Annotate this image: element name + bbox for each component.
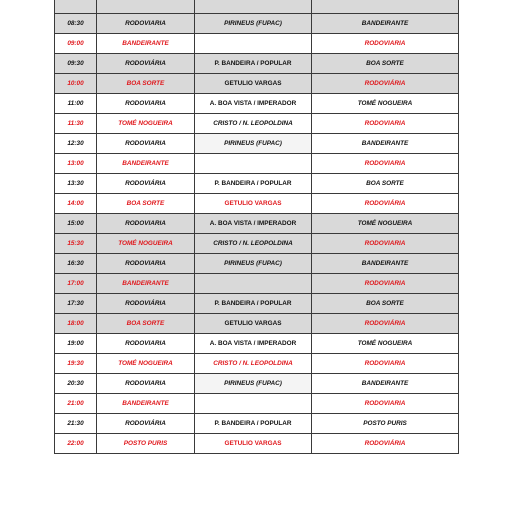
destination-cell: BOA SORTE xyxy=(312,174,459,194)
time-cell xyxy=(55,0,97,14)
origin-cell: RODOVIÁRIA xyxy=(97,54,195,74)
origin-cell: BANDEIRANTE xyxy=(97,394,195,414)
origin-cell: RODOVIARIA xyxy=(97,14,195,34)
route-cell: CRISTO / N. LEOPOLDINA xyxy=(195,354,312,374)
route-cell: PIRINEUS (FUPAC) xyxy=(195,134,312,154)
table-row xyxy=(55,174,459,194)
route-cell: P. BANDEIRA / POPULAR xyxy=(195,414,312,434)
time-cell: 19:00 xyxy=(55,334,97,354)
time-cell: 14:00 xyxy=(55,194,97,214)
origin-cell: TOMÉ NOGUEIRA xyxy=(97,234,195,254)
table-row xyxy=(55,254,459,274)
bus-schedule-table xyxy=(54,0,459,454)
table-row xyxy=(55,214,459,234)
destination-cell: RODOVIÁRIA xyxy=(312,434,459,454)
table-row xyxy=(55,114,459,134)
route-cell: GETULIO VARGAS xyxy=(195,194,312,214)
route-cell: CRISTO / N. LEOPOLDINA xyxy=(195,234,312,254)
destination-cell: BOA SORTE xyxy=(312,294,459,314)
table-row xyxy=(55,414,459,434)
route-cell xyxy=(195,154,312,174)
destination-cell: RODOVIÁRIA xyxy=(312,74,459,94)
origin-cell: POSTO PURIS xyxy=(97,434,195,454)
origin-cell: BANDEIRANTE xyxy=(97,274,195,294)
destination-cell: RODOVIARIA xyxy=(312,154,459,174)
route-cell: PIRINEUS (FUPAC) xyxy=(195,374,312,394)
origin-cell: BANDEIRANTE xyxy=(97,154,195,174)
destination-cell: POSTO PURIS xyxy=(312,414,459,434)
destination-cell: RODOVIARIA xyxy=(312,114,459,134)
origin-cell: RODOVIARIA xyxy=(97,254,195,274)
destination-cell: BANDEIRANTE xyxy=(312,134,459,154)
destination-cell: BANDEIRANTE xyxy=(312,14,459,34)
table-row xyxy=(55,134,459,154)
time-cell: 11:00 xyxy=(55,94,97,114)
origin-cell: RODOVIARIA xyxy=(97,214,195,234)
origin-cell: BOA SORTE xyxy=(97,314,195,334)
destination-cell: TOMÉ NOGUEIRA xyxy=(312,334,459,354)
origin-cell: BANDEIRANTE xyxy=(97,34,195,54)
destination-cell: BANDEIRANTE xyxy=(312,374,459,394)
time-cell: 17:30 xyxy=(55,294,97,314)
time-cell: 20:30 xyxy=(55,374,97,394)
time-cell: 21:00 xyxy=(55,394,97,414)
origin-cell: TOMÉ NOGUEIRA xyxy=(97,354,195,374)
origin-cell: RODOVIARIA xyxy=(97,334,195,354)
origin-cell: RODOVIÁRIA xyxy=(97,414,195,434)
destination-cell: RODOVIARIA xyxy=(312,394,459,414)
table-row xyxy=(55,94,459,114)
route-cell xyxy=(195,34,312,54)
origin-cell: TOMÉ NOGUEIRA xyxy=(97,114,195,134)
table-row xyxy=(55,374,459,394)
time-cell: 13:30 xyxy=(55,174,97,194)
route-cell: A. BOA VISTA / IMPERADOR xyxy=(195,334,312,354)
table-row xyxy=(55,434,459,454)
origin-cell: RODOVIARIA xyxy=(97,94,195,114)
time-cell: 08:30 xyxy=(55,14,97,34)
time-cell: 10:00 xyxy=(55,74,97,94)
time-cell: 16:30 xyxy=(55,254,97,274)
table-row xyxy=(55,314,459,334)
route-cell: PIRINEUS (FUPAC) xyxy=(195,14,312,34)
route-cell: P. BANDEIRA / POPULAR xyxy=(195,54,312,74)
route-cell xyxy=(195,0,312,14)
route-cell: GETULIO VARGAS xyxy=(195,434,312,454)
table-row xyxy=(55,394,459,414)
origin-cell: RODOVIARIA xyxy=(97,374,195,394)
route-cell: GETULIO VARGAS xyxy=(195,74,312,94)
route-cell xyxy=(195,394,312,414)
table-row xyxy=(55,54,459,74)
destination-cell: BANDEIRANTE xyxy=(312,254,459,274)
table-row xyxy=(55,294,459,314)
origin-cell xyxy=(97,0,195,14)
time-cell: 15:30 xyxy=(55,234,97,254)
route-cell: CRISTO / N. LEOPOLDINA xyxy=(195,114,312,134)
destination-cell: RODOVIÁRIA xyxy=(312,314,459,334)
destination-cell: RODOVIARIA xyxy=(312,234,459,254)
origin-cell: BOA SORTE xyxy=(97,194,195,214)
destination-cell: RODOVIARIA xyxy=(312,34,459,54)
time-cell: 09:00 xyxy=(55,34,97,54)
origin-cell: RODOVIÁRIA xyxy=(97,294,195,314)
time-cell: 13:00 xyxy=(55,154,97,174)
time-cell: 22:00 xyxy=(55,434,97,454)
time-cell: 11:30 xyxy=(55,114,97,134)
destination-cell: TOMÉ NOGUEIRA xyxy=(312,214,459,234)
destination-cell: RODOVIARIA xyxy=(312,354,459,374)
time-cell: 15:00 xyxy=(55,214,97,234)
destination-cell: RODOVIARIA xyxy=(312,274,459,294)
route-cell: P. BANDEIRA / POPULAR xyxy=(195,294,312,314)
destination-cell: TOMÉ NOGUEIRA xyxy=(312,94,459,114)
destination-cell xyxy=(312,0,459,14)
route-cell xyxy=(195,274,312,294)
origin-cell: BOA SORTE xyxy=(97,74,195,94)
origin-cell: RODOVIÁRIA xyxy=(97,174,195,194)
time-cell: 19:30 xyxy=(55,354,97,374)
schedule-body xyxy=(55,0,459,454)
route-cell: A. BOA VISTA / IMPERADOR xyxy=(195,94,312,114)
time-cell: 21:30 xyxy=(55,414,97,434)
table-row xyxy=(55,234,459,254)
table-row xyxy=(55,354,459,374)
time-cell: 09:30 xyxy=(55,54,97,74)
table-row xyxy=(55,334,459,354)
table-row xyxy=(55,194,459,214)
time-cell: 17:00 xyxy=(55,274,97,294)
route-cell: A. BOA VISTA / IMPERADOR xyxy=(195,214,312,234)
time-cell: 12:30 xyxy=(55,134,97,154)
table-row xyxy=(55,274,459,294)
origin-cell: RODOVIARIA xyxy=(97,134,195,154)
table-row xyxy=(55,74,459,94)
destination-cell: BOA SORTE xyxy=(312,54,459,74)
table-row xyxy=(55,154,459,174)
route-cell: PIRINEUS (FUPAC) xyxy=(195,254,312,274)
route-cell: GETULIO VARGAS xyxy=(195,314,312,334)
route-cell: P. BANDEIRA / POPULAR xyxy=(195,174,312,194)
destination-cell: RODOVIÁRIA xyxy=(312,194,459,214)
table-row xyxy=(55,0,459,14)
time-cell: 18:00 xyxy=(55,314,97,334)
table-row xyxy=(55,14,459,34)
table-row xyxy=(55,34,459,54)
